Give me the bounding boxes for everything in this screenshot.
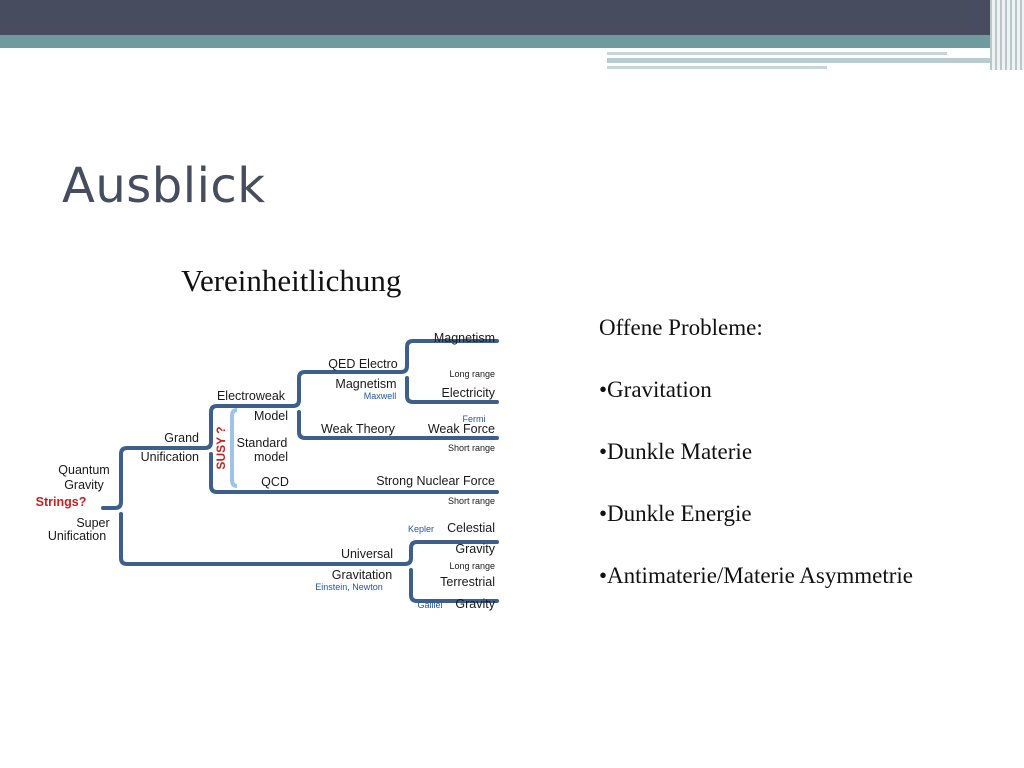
label-qed: QED Electro: [328, 357, 398, 371]
label-maxwell: Maxwell: [363, 391, 397, 401]
label-galilei: Galilei: [417, 600, 443, 610]
label-susy: SUSY ?: [214, 426, 228, 470]
decor-line: [607, 58, 1002, 63]
label-strings: Strings?: [35, 495, 87, 509]
open-problems: [599, 312, 1019, 591]
label-qed-magnetism: Magnetism: [335, 377, 397, 391]
label-standard: Standard: [236, 436, 288, 450]
label-short-range-1: Short range: [447, 443, 495, 453]
label-celestial: Celestial: [447, 521, 495, 535]
problem-item: •Gravitation: [599, 377, 712, 402]
problems-heading: Offene Probleme:: [599, 315, 763, 340]
decor-stripes: [990, 0, 1024, 70]
label-einstein-newton: Einstein, Newton: [315, 582, 383, 592]
label-grand: Grand: [164, 431, 199, 445]
header-bar: [0, 0, 1024, 35]
label-long-range-2: Long range: [449, 561, 495, 571]
label-quantum: Quantum: [58, 463, 110, 477]
label-magnetism: Magnetism: [433, 331, 495, 345]
label-fermi: Fermi: [462, 414, 486, 424]
label-strong-force: Strong Nuclear Force: [376, 474, 495, 488]
label-electroweak: Electroweak: [216, 389, 286, 403]
problem-item: •Dunkle Materie: [599, 439, 753, 464]
label-qcd: QCD: [261, 475, 289, 489]
label-terrestrial-gravity: Gravity: [455, 597, 495, 611]
slide-title: Ausblick: [62, 158, 266, 214]
problem-item: •Dunkle Energie: [599, 501, 752, 526]
label-gravitation: Gravitation: [331, 568, 393, 582]
decor-line: [607, 66, 827, 69]
label-kepler: Kepler: [407, 524, 435, 534]
label-electricity: Electricity: [441, 386, 495, 400]
slide-subtitle: Vereinheitlichung: [181, 263, 402, 298]
label-standard-model: model: [253, 450, 289, 464]
problem-item: •Antimaterie/Materie Asymmetrie: [599, 563, 913, 588]
label-long-range-1: Long range: [449, 369, 495, 379]
label-weak-force: Weak Force: [427, 422, 495, 436]
label-celestial-gravity: Gravity: [455, 542, 495, 556]
diagram-labels: [36, 331, 496, 611]
accent-bar: [0, 35, 1000, 48]
label-super: Super: [76, 516, 110, 530]
label-quantum-gravity: Gravity: [64, 478, 104, 492]
unification-diagram: [25, 320, 505, 620]
label-terrestrial: Terrestrial: [440, 575, 495, 589]
diagram-branches: [103, 341, 497, 601]
label-model: Model: [253, 409, 289, 423]
label-universal: Universal: [340, 547, 394, 561]
label-super-unification: Unification: [47, 529, 107, 543]
decor-line: [607, 52, 947, 55]
label-weak-theory: Weak Theory: [321, 422, 395, 436]
branch-qed-split: [401, 341, 497, 372]
label-short-range-2: Short range: [447, 496, 495, 506]
label-grand-unification: Unification: [140, 450, 199, 464]
